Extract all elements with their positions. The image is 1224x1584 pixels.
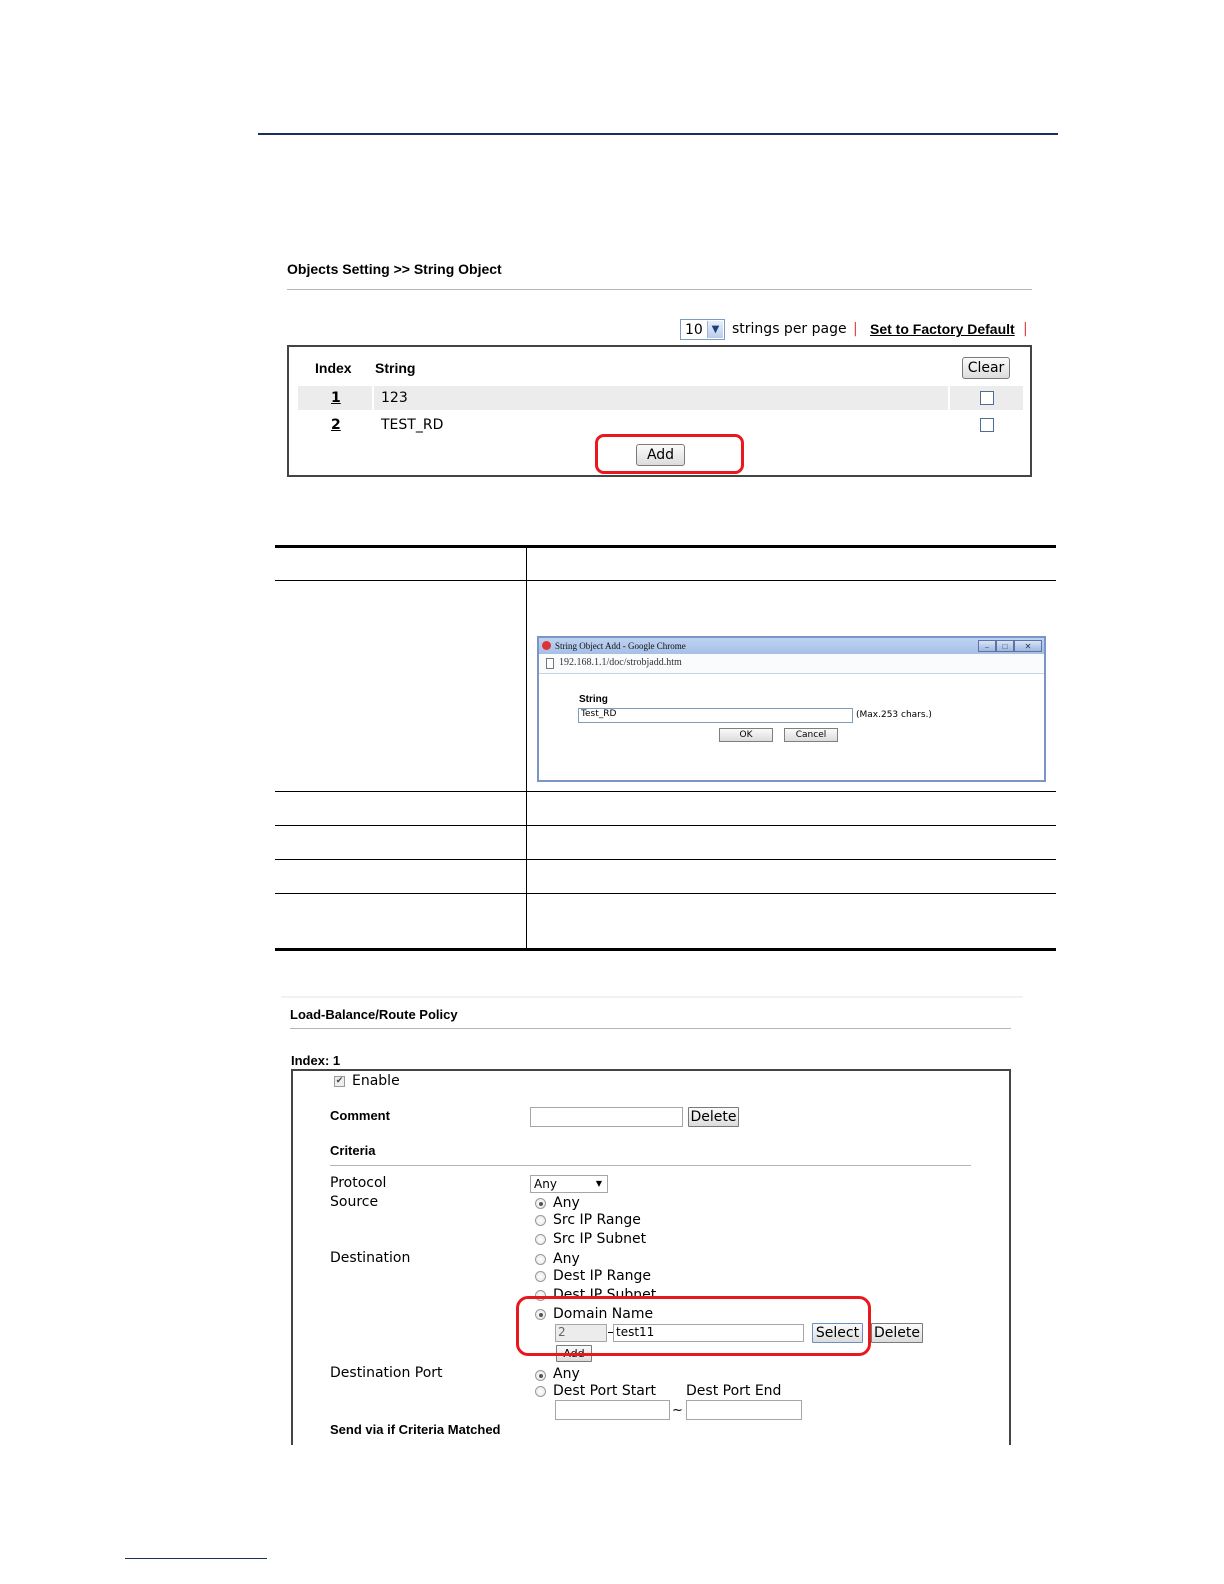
table-rule: [275, 859, 1056, 860]
dest-port-start-input[interactable]: [555, 1400, 670, 1420]
index-label: Index: 1: [291, 1053, 341, 1068]
source-any-radio[interactable]: [535, 1198, 546, 1209]
lb-title: Load-Balance/Route Policy: [290, 1007, 458, 1022]
dialog-title: String Object Add - Google Chrome: [555, 641, 686, 651]
protocol-label: Protocol: [330, 1175, 387, 1191]
chevron-down-icon: ▼: [707, 321, 723, 338]
table-top-rule: [275, 545, 1056, 548]
highlight-box: [516, 1296, 871, 1356]
cancel-button[interactable]: Cancel: [784, 728, 838, 742]
dest-port-any-label: Any: [553, 1366, 580, 1382]
footer-rule: [125, 1558, 267, 1559]
dest-port-any-radio[interactable]: [535, 1370, 546, 1381]
source-subnet-radio[interactable]: [535, 1234, 546, 1245]
per-page-select[interactable]: [680, 319, 725, 340]
criteria-divider: [330, 1165, 971, 1166]
string-header: String: [375, 360, 416, 376]
source-range-radio[interactable]: [535, 1215, 546, 1226]
source-option: Src IP Range: [553, 1212, 641, 1228]
dest-option: Dest IP Subnet: [553, 1287, 657, 1303]
table-rule: [275, 825, 1056, 826]
table-bottom-rule: [275, 948, 1056, 951]
enable-checkbox[interactable]: ✔: [335, 1076, 344, 1086]
dialog-url: 192.168.1.1/doc/strobjadd.htm: [559, 657, 682, 668]
factory-default-link[interactable]: Set to Factory Default: [870, 321, 1015, 337]
row-checkbox[interactable]: [980, 391, 994, 405]
dest-port-label: Destination Port: [330, 1365, 443, 1381]
separator: |: [1023, 321, 1028, 337]
protocol-value: Any: [534, 1177, 557, 1191]
table-row: [298, 386, 1023, 410]
table-rule: [275, 893, 1056, 894]
comment-label: Comment: [330, 1108, 390, 1123]
dialog-hint: (Max.253 chars.): [856, 710, 932, 720]
highlight-box: [595, 434, 744, 474]
row-index-link[interactable]: 2: [331, 417, 341, 433]
header-rule: [258, 133, 1058, 135]
dialog-address-bar: [539, 654, 1044, 674]
enable-label: Enable: [352, 1073, 400, 1089]
page-title: Objects Setting >> String Object: [287, 261, 502, 277]
chevron-down-icon: ▼: [595, 1179, 602, 1188]
domain-index-input: 2: [555, 1324, 607, 1342]
source-option: Src IP Subnet: [553, 1231, 647, 1247]
chrome-icon: [542, 641, 551, 650]
dialog-string-label: String: [579, 694, 608, 705]
dest-option: Dest IP Range: [553, 1268, 652, 1284]
select-button[interactable]: Select: [812, 1323, 863, 1343]
clear-button[interactable]: Clear: [962, 357, 1010, 379]
source-option: Any: [553, 1195, 580, 1211]
row-string: 123: [381, 390, 408, 406]
table-rule: [275, 580, 1056, 581]
row-string: TEST_RD: [381, 417, 444, 433]
title-divider: [290, 1028, 1011, 1029]
tilde: ~: [672, 1403, 683, 1418]
domain-delete-button[interactable]: Delete: [871, 1323, 923, 1343]
send-via-label: Send via if Criteria Matched: [330, 1422, 501, 1437]
table-rule: [275, 791, 1056, 792]
per-page-label: strings per page: [732, 321, 847, 337]
dest-any-radio[interactable]: [535, 1254, 546, 1265]
dest-port-start-label: Dest Port Start: [553, 1383, 657, 1399]
add-button[interactable]: Add: [636, 444, 685, 466]
dialog-string-input[interactable]: Test_RD: [578, 708, 853, 723]
protocol-select[interactable]: [530, 1175, 608, 1193]
index-header: Index: [315, 360, 352, 376]
criteria-label: Criteria: [330, 1143, 376, 1158]
separator: |: [853, 321, 858, 337]
minimize-icon[interactable]: –: [978, 640, 996, 652]
table-column-divider: [526, 546, 527, 950]
row-checkbox[interactable]: [980, 418, 994, 432]
dest-option: Domain Name: [553, 1306, 654, 1322]
maximize-icon[interactable]: □: [996, 640, 1014, 652]
panel-top-shadow: [281, 996, 1023, 998]
string-add-dialog: [537, 636, 1046, 782]
per-page-value: 10: [685, 321, 703, 338]
dest-port-end-input[interactable]: [686, 1400, 802, 1420]
delete-button[interactable]: Delete: [688, 1107, 739, 1127]
ok-button[interactable]: OK: [719, 728, 773, 742]
source-label: Source: [330, 1194, 379, 1210]
destination-label: Destination: [330, 1250, 411, 1266]
domain-name-input[interactable]: test11: [613, 1324, 804, 1342]
dest-port-range-radio[interactable]: [535, 1386, 546, 1397]
dest-port-end-label: Dest Port End: [686, 1383, 782, 1399]
domain-add-button[interactable]: Add: [556, 1345, 592, 1362]
dialog-titlebar: [539, 638, 1044, 654]
page-icon: [546, 658, 554, 669]
row-index-link[interactable]: 1: [331, 390, 341, 406]
title-divider: [287, 289, 1032, 290]
dest-range-radio[interactable]: [535, 1271, 546, 1282]
comment-input[interactable]: [530, 1107, 683, 1127]
dest-option: Any: [553, 1251, 580, 1267]
close-icon[interactable]: ✕: [1014, 640, 1042, 652]
